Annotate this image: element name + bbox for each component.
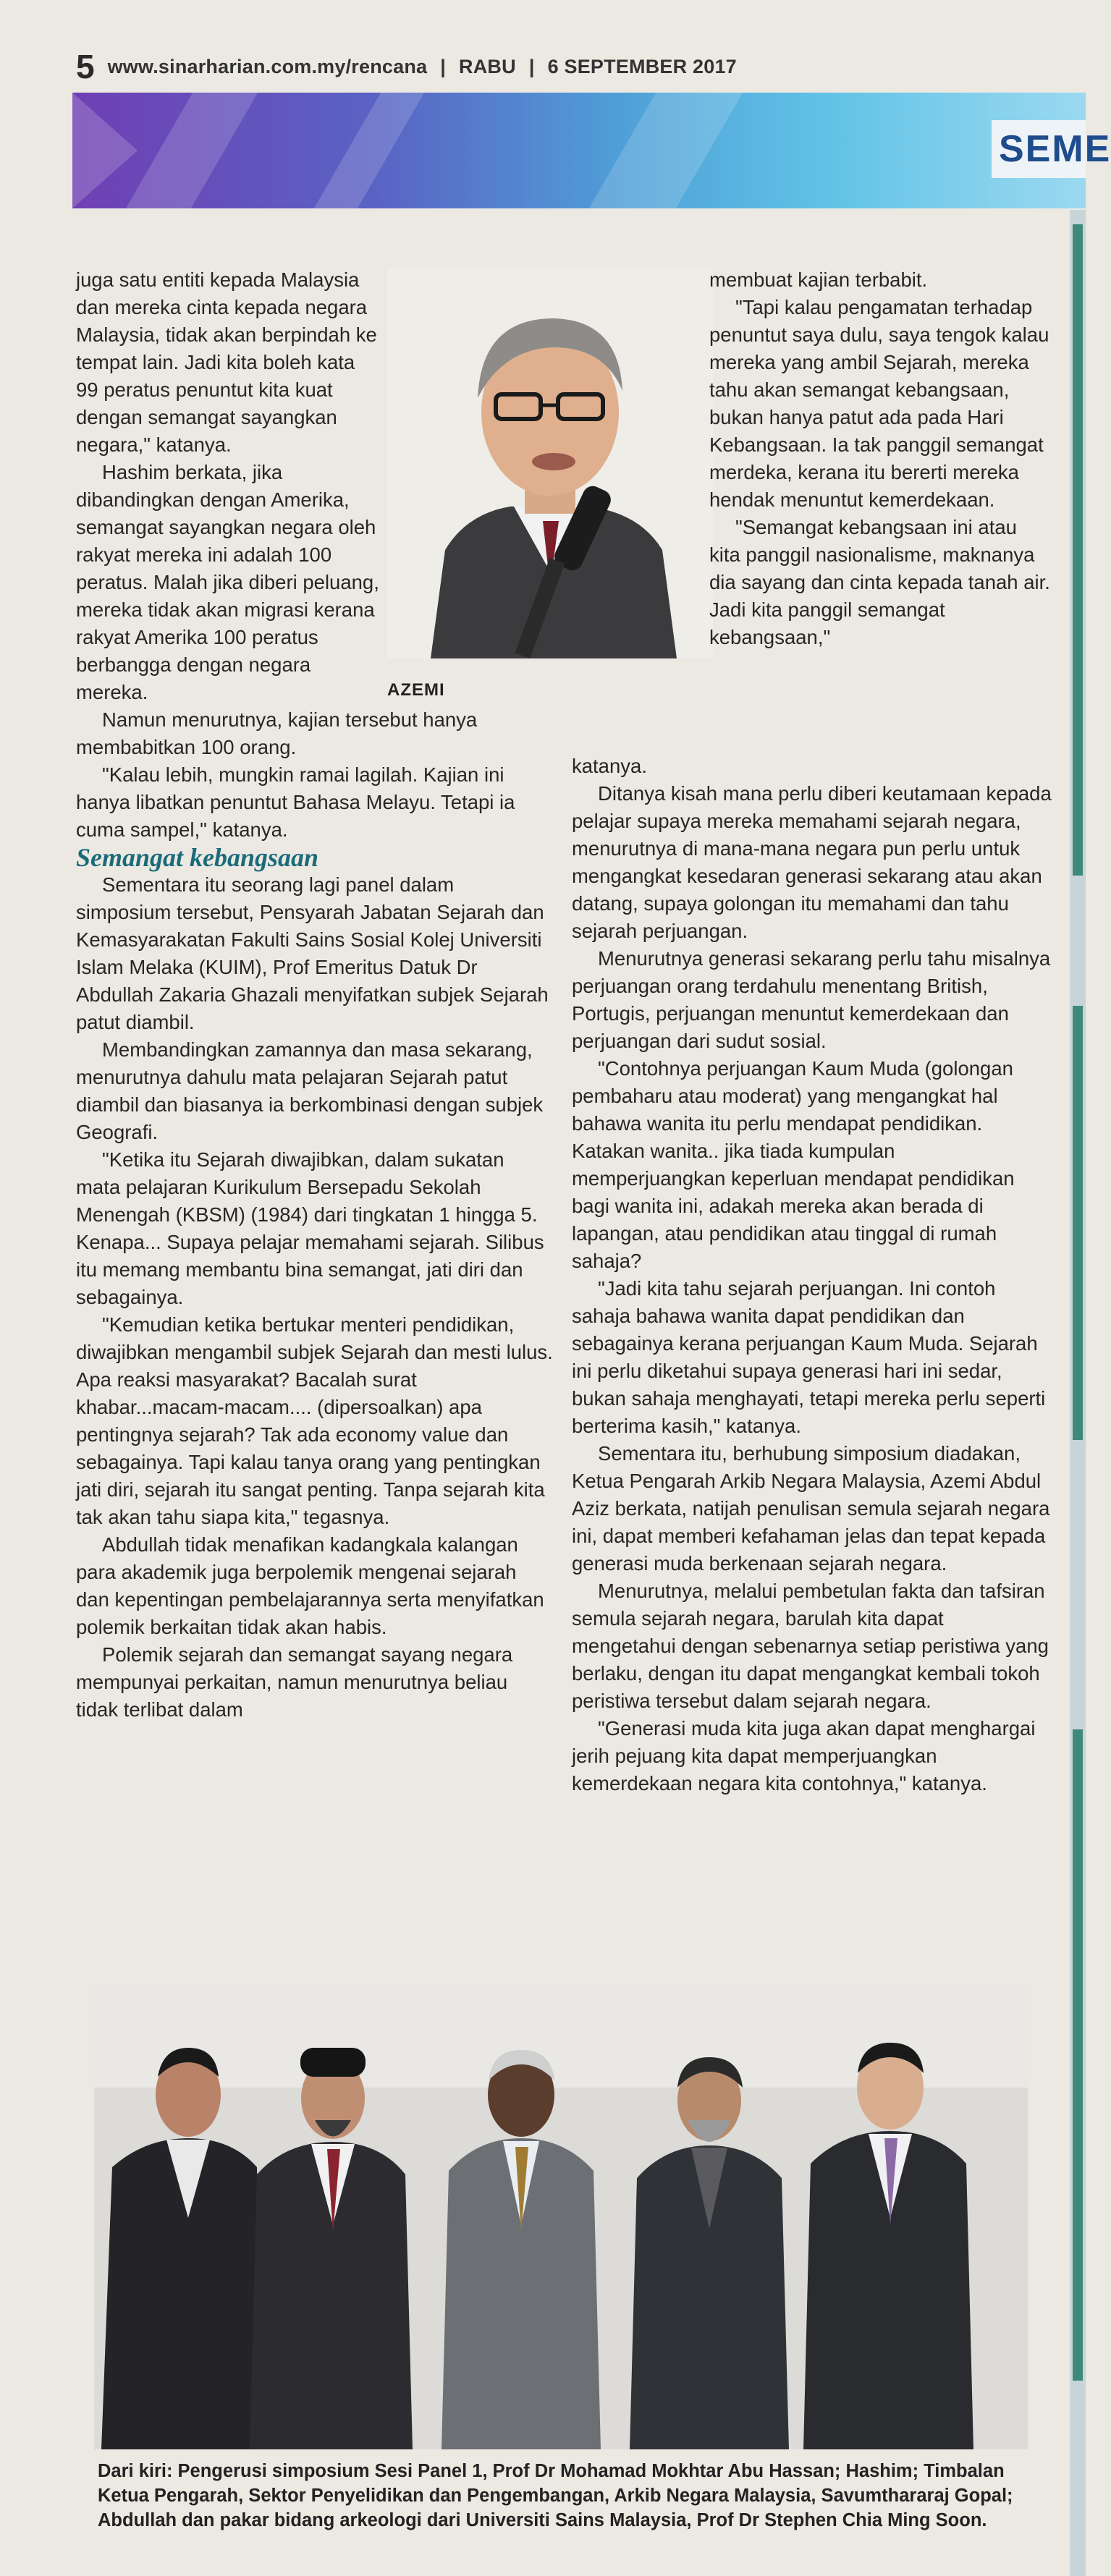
header-date: 6 SEPTEMBER 2017 — [547, 55, 737, 77]
banner-decoration — [314, 93, 424, 208]
section-banner — [72, 93, 1111, 208]
paragraph: Sementara itu, berhubung simposium diadakan, Ketua Pengarah Arkib Negara Malaysia, Azemi Abdul Aziz berkata, natijah penulisan semula sejarah negara ini, dapat memberi kefahaman jelas dan tepat kepada generasi muda berkenaan sejarah negara. — [572, 1442, 1050, 1575]
paragraph: "Contohnya perjuangan Kaum Muda (golongan pembaharu atau moderat) yang mengangkat hal bahawa wanita itu perlu mendapat pendidikan. Katakan wanita.. jika tiada kumpulan memperjuangkan keperluan mendapat pendidikan bagi wanita ini, adakah mereka akan berada di lapangan, atau pendidikan atau tinggal di rumah sahaja? — [572, 1057, 1015, 1272]
paragraph: "Semangat kebangsaan ini atau kita panggil nasionalisme, maknanya dia sayang dan cinta kepada tanah air. Jadi kita panggil semangat kebangsaan," — [709, 516, 1050, 648]
paragraph: "Jadi kita tahu sejarah perjuangan. Ini contoh sahaja bahawa wanita dapat pendidikan dan sebagainya kerana perjuangan Kaum Muda. Sejarah ini perlu diketahui supaya generasi hari ini sedar, bukan sahaja menghayati, tetapi mereka perlu seperti berterima kasih," katanya. — [572, 1277, 1046, 1437]
subheading: Semangat kebangsaan — [76, 843, 319, 872]
paragraph: "Kemudian ketika bertukar menteri pendidikan, diwajibkan mengambil subjek Sejarah dan mesti lulus. Apa reaksi masyarakat? Bacalah surat khabar...macam-macam.... (dipersoalkan) apa pentingnya sejarah? Tak ada economy value dan sebagainya. Tapi kalau tanya orang yang pentingkan jati diri, sejarah itu sangat penting. Tanpa sejarah kita tak akan tahu siapa kita," tegasnya. — [76, 1313, 553, 1528]
portrait-photo — [387, 268, 713, 658]
header-day: RABU — [459, 55, 516, 77]
header-separator: | — [528, 55, 535, 77]
group-illustration — [94, 1986, 1028, 2449]
paragraph: "Kalau lebih, mungkin ramai lagilah. Kajian ini hanya libatkan penuntut Bahasa Melayu. Tetapi ia cuma sampel," katanya. — [76, 763, 515, 841]
page-header — [76, 48, 737, 85]
section-title: SEME — [992, 120, 1086, 178]
paragraph: Membandingkan zamannya dan masa sekarang, menurutnya dahulu mata pelajaran Sejarah patut diambil dan biasanya ia berkombinasi dengan subjek Geografi. — [76, 1038, 544, 1143]
edge-decoration — [1073, 1729, 1083, 2381]
header-separator: | — [440, 55, 447, 77]
header-url: www.sinarharian.com.my/rencana — [107, 55, 428, 77]
banner-decoration — [126, 93, 258, 208]
paragraph: Menurutnya, melalui pembetulan fakta dan tafsiran semula sejarah negara, barulah kita dapat mengetahui dengan sebenarnya setiap peristiwa yang berlaku, dengan itu dapat mengangkat kembali tokoh peristiwa tersebut dalam sejarah negara. — [572, 1580, 1049, 1712]
paragraph: Abdullah tidak menafikan kadangkala kalangan para akademik juga berpolemik mengenai sejarah dan kepentingan pembelajarannya serta menyifatkan polemik berkaitan tidak akan habis. — [76, 1533, 544, 1638]
portrait-illustration — [387, 268, 713, 658]
group-photo-caption: Dari kiri: Pengerusi simposium Sesi Panel 1, Prof Dr Mohamad Mokhtar Abu Hassan; Hashim; Timbalan Ketua Pengarah, Sektor Penyelidikan dan Pengembangan, Arkib Negara Malaysia, Savumthararaj Gopal; Abdullah dan pakar bidang arkeologi dari Universiti Sains Malaysia, Prof Dr Stephen Chia Ming Soon. — [98, 2461, 1013, 2530]
paragraph: "Tapi kalau pengamatan terhadap penuntut saya dulu, saya tengok kalau mereka yang ambil Sejarah, mereka tahu akan semangat kebangsaan, bukan hanya patut ada pada Hari Kebangsaan. Ia tak panggil semangat merdeka, kerana itu bererti mereka hendak menuntut kemerdekaan. — [709, 296, 1049, 511]
paragraph: Namun menurutnya, kajian tersebut hanya membabitkan 100 orang. — [76, 708, 478, 758]
portrait-caption: AZEMI — [387, 680, 445, 700]
paragraph: Ditanya kisah mana perlu diberi keutamaan kepada pelajar supaya mereka memahami sejarah negara, menurutnya di mana-mana negara pun perlu untuk mengangkat kesedaran generasi sekarang atau akan datang, supaya golongan itu memahami dan tahu sejarah perjuangan. — [572, 782, 1052, 942]
paragraph: Hashim berkata, jika dibandingkan dengan Amerika, semangat sayangkan negara oleh rakyat mereka ini adalah 100 peratus. Malah jika diberi peluang, mereka tidak akan migrasi kerana rakyat Amerika 100 peratus berbangga dengan negara mereka. — [76, 461, 379, 703]
adjacent-page-edge — [1070, 210, 1086, 2576]
paragraph: katanya. — [572, 755, 647, 777]
article-column-2 — [572, 753, 1053, 1797]
page-number: 5 — [76, 48, 95, 85]
paragraph: "Generasi muda kita juga akan dapat menghargai jerih pejuang kita dapat memperjuangkan kemerdekaan negara kita contohnya," katanya. — [572, 1717, 1036, 1795]
group-photo — [94, 1986, 1028, 2449]
paragraph: "Ketika itu Sejarah diwajibkan, dalam sukatan mata pelajaran Kurikulum Bersepadu Sekolah Menengah (KBSM) (1984) dari tingkatan 1 hingga 5. Kenapa... Supaya pelajar memahami sejarah. Silibus itu memang membantu bina semangat, jati diri dan sebagainya. — [76, 1148, 544, 1308]
article-column-2-top — [709, 266, 1053, 651]
edge-decoration — [1073, 1006, 1083, 1440]
paragraph: juga satu entiti kepada Malaysia dan mereka cinta kepada negara Malaysia, tidak akan berpindah ke tempat lain. Jadi kita boleh kata 99 peratus penuntut kita kuat dengan semangat sayangkan negara," katanya. — [76, 268, 377, 456]
paragraph: Sementara itu seorang lagi panel dalam simposium tersebut, Pensyarah Jabatan Sejarah dan Kemasyarakatan Fakulti Sains Sosial Kolej Universiti Islam Melaka (KUIM), Prof Emeritus Datuk Dr Abdullah Zakaria Ghazali menyifatkan subjek Sejarah patut diambil. — [76, 873, 549, 1033]
banner-decoration — [72, 93, 138, 208]
paragraph: Menurutnya generasi sekarang perlu tahu misalnya perjuangan orang terdahulu menentang British, Portugis, perjuangan menuntut kemerdekaan dan perjuangan dari sudut sosial. — [572, 947, 1051, 1052]
paragraph: membuat kajian terbabit. — [709, 268, 928, 291]
edge-decoration — [1073, 224, 1083, 876]
banner-decoration — [589, 93, 743, 208]
paragraph: Polemik sejarah dan semangat sayang negara mempunyai perkaitan, namun menurutnya beliau tidak terlibat dalam — [76, 1643, 513, 1721]
